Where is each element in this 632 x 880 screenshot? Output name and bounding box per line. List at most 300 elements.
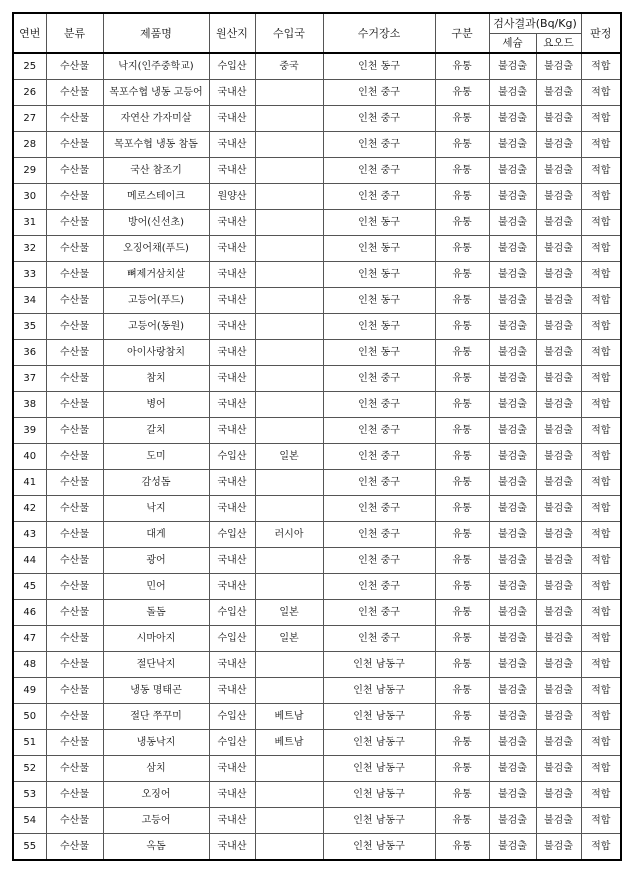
cell-iodine: 불검출 (536, 366, 581, 392)
header-iodine: 요오드 (536, 34, 581, 54)
header-location: 수거장소 (323, 13, 435, 53)
cell-category: 수산물 (46, 366, 103, 392)
cell-location: 인천 중구 (323, 470, 435, 496)
cell-location: 인천 중구 (323, 574, 435, 600)
cell-cesium: 불검출 (489, 756, 536, 782)
cell-product: 뼈제거삼치살 (103, 262, 209, 288)
cell-type: 유통 (435, 704, 489, 730)
cell-iodine: 불검출 (536, 53, 581, 80)
table-header (13, 13, 621, 53)
cell-import-country (255, 80, 323, 106)
cell-category: 수산물 (46, 808, 103, 834)
cell-type: 유통 (435, 496, 489, 522)
cell-category: 수산물 (46, 652, 103, 678)
cell-no: 36 (13, 340, 46, 366)
table-row (13, 288, 621, 314)
header-verdict: 판정 (581, 13, 621, 53)
table-row (13, 548, 621, 574)
cell-cesium: 불검출 (489, 522, 536, 548)
cell-iodine: 불검출 (536, 262, 581, 288)
cell-location: 인천 중구 (323, 444, 435, 470)
cell-type: 유통 (435, 730, 489, 756)
cell-product: 삼치 (103, 756, 209, 782)
cell-category: 수산물 (46, 288, 103, 314)
cell-origin: 수입산 (209, 522, 255, 548)
cell-verdict: 적합 (581, 574, 621, 600)
cell-no: 40 (13, 444, 46, 470)
cell-cesium: 불검출 (489, 288, 536, 314)
cell-cesium: 불검출 (489, 106, 536, 132)
cell-location: 인천 중구 (323, 184, 435, 210)
cell-import-country (255, 678, 323, 704)
cell-no: 55 (13, 834, 46, 861)
cell-location: 인천 남동구 (323, 730, 435, 756)
cell-import-country (255, 652, 323, 678)
cell-verdict: 적합 (581, 288, 621, 314)
table-row (13, 418, 621, 444)
cell-iodine: 불검출 (536, 236, 581, 262)
cell-type: 유통 (435, 652, 489, 678)
cell-location: 인천 중구 (323, 522, 435, 548)
cell-type: 유통 (435, 834, 489, 861)
table-row (13, 366, 621, 392)
cell-product: 메로스테이크 (103, 184, 209, 210)
cell-category: 수산물 (46, 470, 103, 496)
cell-category: 수산물 (46, 418, 103, 444)
cell-origin: 국내산 (209, 574, 255, 600)
cell-iodine: 불검출 (536, 626, 581, 652)
cell-origin: 국내산 (209, 236, 255, 262)
cell-cesium: 불검출 (489, 652, 536, 678)
cell-verdict: 적합 (581, 782, 621, 808)
cell-verdict: 적합 (581, 392, 621, 418)
cell-no: 38 (13, 392, 46, 418)
cell-no: 43 (13, 522, 46, 548)
cell-iodine: 불검출 (536, 652, 581, 678)
cell-product: 자연산 가자미살 (103, 106, 209, 132)
cell-iodine: 불검출 (536, 496, 581, 522)
cell-no: 51 (13, 730, 46, 756)
cell-location: 인천 중구 (323, 496, 435, 522)
cell-iodine: 불검출 (536, 548, 581, 574)
cell-origin: 국내산 (209, 808, 255, 834)
cell-no: 50 (13, 704, 46, 730)
cell-type: 유통 (435, 782, 489, 808)
cell-import-country: 중국 (255, 53, 323, 80)
table-row (13, 574, 621, 600)
cell-no: 48 (13, 652, 46, 678)
cell-type: 유통 (435, 392, 489, 418)
cell-import-country (255, 834, 323, 861)
cell-import-country: 러시아 (255, 522, 323, 548)
cell-product: 냉동낙지 (103, 730, 209, 756)
cell-origin: 수입산 (209, 730, 255, 756)
cell-product: 목포수협 냉동 참돔 (103, 132, 209, 158)
cell-no: 29 (13, 158, 46, 184)
cell-type: 유통 (435, 288, 489, 314)
table-row (13, 626, 621, 652)
cell-iodine: 불검출 (536, 158, 581, 184)
table-row (13, 808, 621, 834)
header-type: 구분 (435, 13, 489, 53)
cell-origin: 국내산 (209, 340, 255, 366)
table-row (13, 678, 621, 704)
cell-product: 도미 (103, 444, 209, 470)
cell-no: 46 (13, 600, 46, 626)
cell-iodine: 불검출 (536, 834, 581, 861)
cell-verdict: 적합 (581, 444, 621, 470)
cell-product: 병어 (103, 392, 209, 418)
cell-verdict: 적합 (581, 600, 621, 626)
cell-no: 31 (13, 210, 46, 236)
cell-category: 수산물 (46, 392, 103, 418)
cell-import-country (255, 262, 323, 288)
table-row (13, 132, 621, 158)
cell-product: 방어(신선초) (103, 210, 209, 236)
cell-product: 고등어(동원) (103, 314, 209, 340)
cell-origin: 국내산 (209, 496, 255, 522)
cell-location: 인천 남동구 (323, 808, 435, 834)
cell-product: 갈치 (103, 418, 209, 444)
cell-import-country (255, 366, 323, 392)
cell-category: 수산물 (46, 210, 103, 236)
cell-iodine: 불검출 (536, 522, 581, 548)
cell-type: 유통 (435, 756, 489, 782)
cell-import-country (255, 756, 323, 782)
header-origin: 원산지 (209, 13, 255, 53)
cell-type: 유통 (435, 340, 489, 366)
cell-cesium: 불검출 (489, 392, 536, 418)
cell-product: 오징어채(푸드) (103, 236, 209, 262)
cell-category: 수산물 (46, 236, 103, 262)
cell-category: 수산물 (46, 314, 103, 340)
cell-origin: 수입산 (209, 704, 255, 730)
cell-verdict: 적합 (581, 158, 621, 184)
cell-type: 유통 (435, 366, 489, 392)
cell-no: 52 (13, 756, 46, 782)
cell-import-country (255, 574, 323, 600)
cell-import-country (255, 132, 323, 158)
cell-no: 32 (13, 236, 46, 262)
table-row (13, 53, 621, 80)
cell-verdict: 적합 (581, 522, 621, 548)
cell-iodine: 불검출 (536, 574, 581, 600)
cell-type: 유통 (435, 236, 489, 262)
cell-iodine: 불검출 (536, 444, 581, 470)
cell-no: 44 (13, 548, 46, 574)
cell-cesium: 불검출 (489, 366, 536, 392)
cell-verdict: 적합 (581, 314, 621, 340)
cell-verdict: 적합 (581, 262, 621, 288)
header-product: 제품명 (103, 13, 209, 53)
cell-product: 시마아지 (103, 626, 209, 652)
cell-location: 인천 중구 (323, 80, 435, 106)
cell-type: 유통 (435, 210, 489, 236)
cell-product: 낙지 (103, 496, 209, 522)
cell-no: 25 (13, 53, 46, 80)
cell-product: 목포수협 냉동 고등어 (103, 80, 209, 106)
cell-origin: 국내산 (209, 132, 255, 158)
cell-cesium: 불검출 (489, 470, 536, 496)
cell-iodine: 불검출 (536, 210, 581, 236)
cell-no: 54 (13, 808, 46, 834)
cell-location: 인천 남동구 (323, 834, 435, 861)
cell-import-country (255, 314, 323, 340)
cell-location: 인천 동구 (323, 53, 435, 80)
cell-cesium: 불검출 (489, 236, 536, 262)
cell-iodine: 불검출 (536, 730, 581, 756)
cell-category: 수산물 (46, 80, 103, 106)
cell-origin: 국내산 (209, 210, 255, 236)
cell-origin: 국내산 (209, 652, 255, 678)
cell-iodine: 불검출 (536, 808, 581, 834)
cell-category: 수산물 (46, 184, 103, 210)
cell-category: 수산물 (46, 340, 103, 366)
cell-no: 26 (13, 80, 46, 106)
cell-product: 민어 (103, 574, 209, 600)
cell-origin: 국내산 (209, 418, 255, 444)
cell-location: 인천 중구 (323, 106, 435, 132)
table-body (13, 53, 621, 860)
cell-import-country (255, 782, 323, 808)
cell-category: 수산물 (46, 106, 103, 132)
cell-no: 35 (13, 314, 46, 340)
cell-category: 수산물 (46, 444, 103, 470)
cell-type: 유통 (435, 678, 489, 704)
table-row (13, 314, 621, 340)
cell-location: 인천 남동구 (323, 652, 435, 678)
cell-origin: 국내산 (209, 106, 255, 132)
cell-verdict: 적합 (581, 184, 621, 210)
cell-import-country (255, 340, 323, 366)
cell-cesium: 불검출 (489, 418, 536, 444)
cell-origin: 국내산 (209, 548, 255, 574)
table-row (13, 496, 621, 522)
cell-category: 수산물 (46, 496, 103, 522)
cell-location: 인천 동구 (323, 210, 435, 236)
cell-location: 인천 중구 (323, 418, 435, 444)
table-row (13, 704, 621, 730)
cell-location: 인천 남동구 (323, 756, 435, 782)
cell-location: 인천 중구 (323, 600, 435, 626)
cell-verdict: 적합 (581, 106, 621, 132)
cell-location: 인천 중구 (323, 158, 435, 184)
cell-origin: 국내산 (209, 756, 255, 782)
cell-origin: 국내산 (209, 288, 255, 314)
cell-no: 27 (13, 106, 46, 132)
cell-origin: 수입산 (209, 444, 255, 470)
cell-location: 인천 중구 (323, 366, 435, 392)
cell-type: 유통 (435, 808, 489, 834)
cell-product: 아이사랑참치 (103, 340, 209, 366)
cell-cesium: 불검출 (489, 548, 536, 574)
cell-import-country: 베트남 (255, 730, 323, 756)
cell-no: 28 (13, 132, 46, 158)
cell-type: 유통 (435, 626, 489, 652)
cell-location: 인천 중구 (323, 132, 435, 158)
cell-type: 유통 (435, 80, 489, 106)
cell-iodine: 불검출 (536, 132, 581, 158)
cell-verdict: 적합 (581, 704, 621, 730)
cell-no: 42 (13, 496, 46, 522)
cell-type: 유통 (435, 106, 489, 132)
table-row (13, 262, 621, 288)
table-row (13, 652, 621, 678)
cell-cesium: 불검출 (489, 184, 536, 210)
cell-origin: 국내산 (209, 314, 255, 340)
table-row (13, 184, 621, 210)
cell-verdict: 적합 (581, 53, 621, 80)
table-row (13, 158, 621, 184)
cell-origin: 국내산 (209, 834, 255, 861)
cell-origin: 수입산 (209, 53, 255, 80)
cell-type: 유통 (435, 548, 489, 574)
cell-import-country (255, 470, 323, 496)
cell-cesium: 불검출 (489, 730, 536, 756)
cell-cesium: 불검출 (489, 782, 536, 808)
cell-location: 인천 중구 (323, 626, 435, 652)
cell-import-country (255, 236, 323, 262)
cell-verdict: 적합 (581, 652, 621, 678)
cell-cesium: 불검출 (489, 600, 536, 626)
cell-product: 고등어(푸드) (103, 288, 209, 314)
cell-product: 참치 (103, 366, 209, 392)
cell-cesium: 불검출 (489, 678, 536, 704)
cell-product: 절단 쭈꾸미 (103, 704, 209, 730)
cell-no: 53 (13, 782, 46, 808)
cell-origin: 국내산 (209, 158, 255, 184)
cell-iodine: 불검출 (536, 678, 581, 704)
cell-import-country (255, 548, 323, 574)
cell-product: 오징어 (103, 782, 209, 808)
cell-cesium: 불검출 (489, 80, 536, 106)
cell-import-country: 일본 (255, 626, 323, 652)
cell-product: 낙지(인주중학교) (103, 53, 209, 80)
cell-no: 33 (13, 262, 46, 288)
cell-cesium: 불검출 (489, 53, 536, 80)
cell-iodine: 불검출 (536, 782, 581, 808)
cell-no: 49 (13, 678, 46, 704)
table-row (13, 782, 621, 808)
table-row (13, 756, 621, 782)
cell-cesium: 불검출 (489, 158, 536, 184)
cell-import-country: 일본 (255, 600, 323, 626)
header-cesium: 세슘 (489, 34, 536, 54)
cell-location: 인천 동구 (323, 288, 435, 314)
cell-import-country (255, 210, 323, 236)
table-row (13, 236, 621, 262)
table-row (13, 470, 621, 496)
cell-category: 수산물 (46, 600, 103, 626)
table-row (13, 210, 621, 236)
cell-category: 수산물 (46, 678, 103, 704)
cell-verdict: 적합 (581, 236, 621, 262)
cell-verdict: 적합 (581, 548, 621, 574)
cell-location: 인천 동구 (323, 340, 435, 366)
cell-import-country (255, 392, 323, 418)
cell-verdict: 적합 (581, 418, 621, 444)
cell-type: 유통 (435, 53, 489, 80)
header-category: 분류 (46, 13, 103, 53)
cell-type: 유통 (435, 470, 489, 496)
cell-verdict: 적합 (581, 834, 621, 861)
cell-verdict: 적합 (581, 756, 621, 782)
cell-import-country (255, 288, 323, 314)
cell-cesium: 불검출 (489, 496, 536, 522)
table-row (13, 522, 621, 548)
cell-no: 30 (13, 184, 46, 210)
cell-iodine: 불검출 (536, 704, 581, 730)
cell-product: 옥돔 (103, 834, 209, 861)
table-row (13, 834, 621, 861)
cell-cesium: 불검출 (489, 808, 536, 834)
cell-cesium: 불검출 (489, 132, 536, 158)
cell-import-country (255, 418, 323, 444)
cell-product: 절단낙지 (103, 652, 209, 678)
cell-location: 인천 남동구 (323, 782, 435, 808)
cell-iodine: 불검출 (536, 106, 581, 132)
cell-import-country (255, 106, 323, 132)
cell-type: 유통 (435, 522, 489, 548)
cell-type: 유통 (435, 132, 489, 158)
cell-import-country: 베트남 (255, 704, 323, 730)
cell-verdict: 적합 (581, 470, 621, 496)
table-row (13, 600, 621, 626)
cell-cesium: 불검출 (489, 262, 536, 288)
cell-verdict: 적합 (581, 210, 621, 236)
cell-iodine: 불검출 (536, 600, 581, 626)
cell-iodine: 불검출 (536, 418, 581, 444)
cell-iodine: 불검출 (536, 340, 581, 366)
inspection-results-table (12, 12, 622, 861)
cell-product: 냉동 명태곤 (103, 678, 209, 704)
cell-category: 수산물 (46, 782, 103, 808)
cell-category: 수산물 (46, 262, 103, 288)
cell-cesium: 불검출 (489, 574, 536, 600)
cell-origin: 국내산 (209, 470, 255, 496)
cell-cesium: 불검출 (489, 340, 536, 366)
header-import-country: 수입국 (255, 13, 323, 53)
cell-location: 인천 중구 (323, 392, 435, 418)
cell-origin: 국내산 (209, 678, 255, 704)
cell-type: 유통 (435, 314, 489, 340)
cell-category: 수산물 (46, 53, 103, 80)
cell-cesium: 불검출 (489, 444, 536, 470)
cell-cesium: 불검출 (489, 704, 536, 730)
cell-verdict: 적합 (581, 366, 621, 392)
cell-type: 유통 (435, 444, 489, 470)
cell-location: 인천 남동구 (323, 704, 435, 730)
cell-location: 인천 동구 (323, 314, 435, 340)
cell-verdict: 적합 (581, 730, 621, 756)
cell-import-country (255, 496, 323, 522)
cell-type: 유통 (435, 262, 489, 288)
cell-category: 수산물 (46, 834, 103, 861)
cell-cesium: 불검출 (489, 210, 536, 236)
cell-iodine: 불검출 (536, 392, 581, 418)
cell-cesium: 불검출 (489, 626, 536, 652)
cell-no: 47 (13, 626, 46, 652)
cell-origin: 수입산 (209, 600, 255, 626)
cell-product: 돌돔 (103, 600, 209, 626)
cell-origin: 국내산 (209, 366, 255, 392)
table-row (13, 444, 621, 470)
cell-no: 41 (13, 470, 46, 496)
cell-verdict: 적합 (581, 496, 621, 522)
cell-type: 유통 (435, 158, 489, 184)
cell-location: 인천 동구 (323, 262, 435, 288)
cell-category: 수산물 (46, 704, 103, 730)
